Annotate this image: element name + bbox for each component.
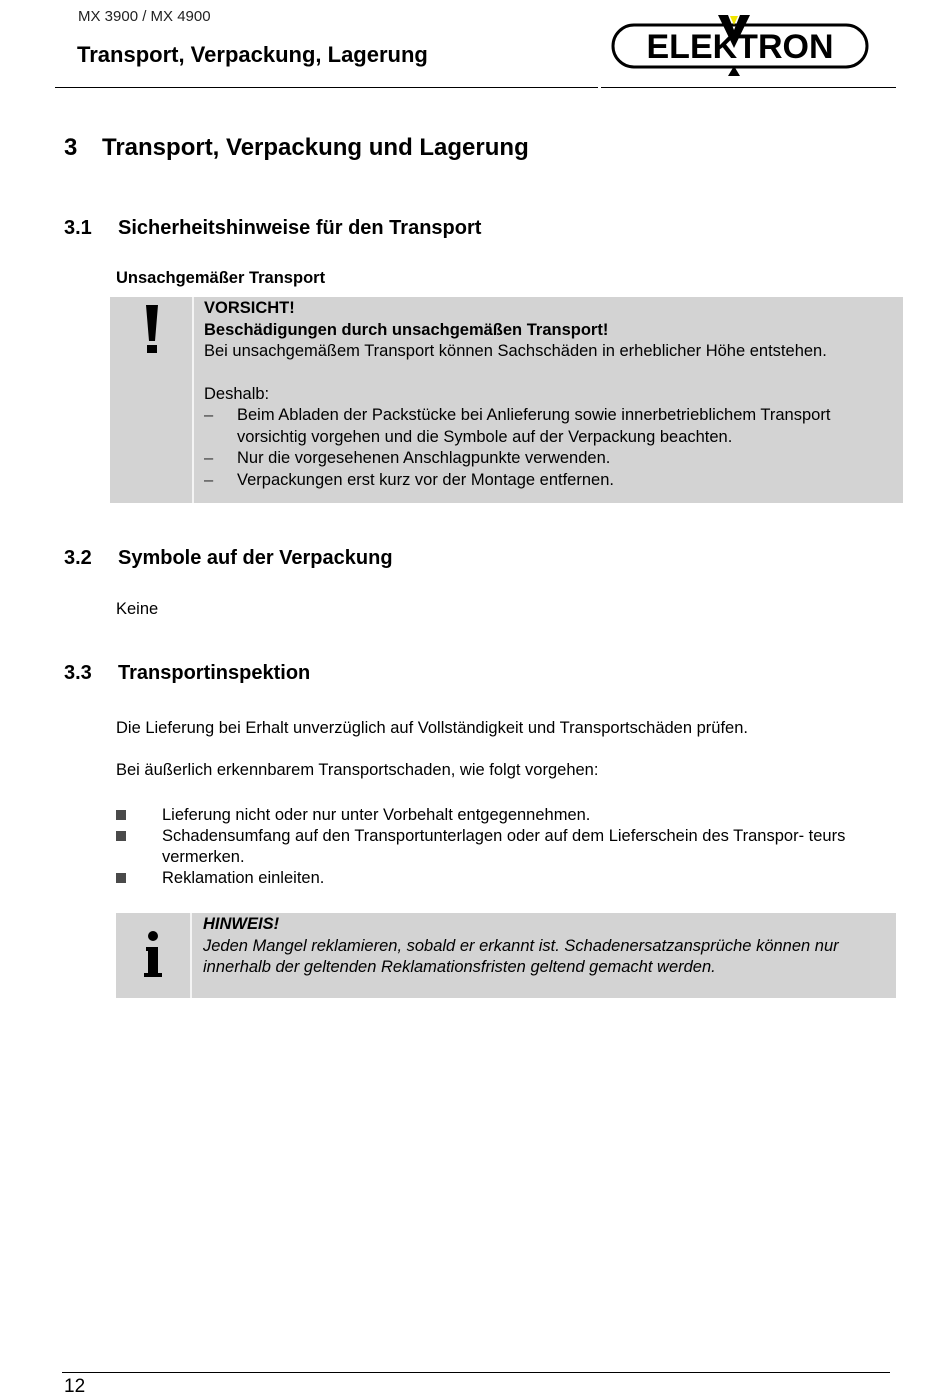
note-content [203, 914, 888, 979]
elektron-logo [610, 10, 872, 78]
list-item: Schadensumfang auf den Transportunterlagen oder auf dem Lieferschein des Transpor- teurs vermerken. [116, 826, 876, 868]
section-3-2-heading [64, 547, 393, 570]
footer-rule [62, 1372, 890, 1373]
section-3-3-number: 3.3 [64, 662, 92, 684]
section-3-1-heading [64, 217, 481, 240]
caution-intro: Deshalb: [204, 384, 270, 403]
caution-headline: Beschädigungen durch unsachgemäßen Transport! [204, 320, 609, 339]
list-item: – Verpackungen erst kurz vor der Montage entfernen. [204, 470, 899, 492]
logo-wordmark: ELEKTRON [646, 28, 834, 66]
section-3-2-text: Keine [116, 600, 159, 618]
section-3-1-number: 3.1 [64, 217, 92, 239]
section-3-2-number: 3.2 [64, 547, 92, 569]
list-item: Reklamation einleiten. [116, 868, 876, 889]
caution-text: Bei unsachgemäßem Transport können Sachschäden in erheblicher Höhe entstehen. [204, 342, 827, 360]
caution-content [204, 298, 899, 491]
list-item: – Beim Abladen der Packstücke bei Anlieferung sowie innerbetrieblichem Transport vorsichtig vorgehen und die Symbole auf der Verpackung beachten. [204, 405, 899, 448]
section-3-2-title: Symbole auf der Verpackung [118, 547, 393, 569]
header-title: Transport, Verpackung, Lagerung [77, 42, 428, 67]
page-number: 12 [64, 1376, 86, 1397]
section-3-1-title: Sicherheitshinweise für den Transport [118, 217, 482, 239]
chapter-number: 3 [64, 134, 78, 161]
note-icon-cell [116, 913, 190, 998]
header-rule-right [601, 87, 896, 88]
caution-list [204, 405, 899, 491]
note-box [116, 913, 896, 998]
info-icon [116, 913, 190, 998]
section-3-3-heading [64, 662, 310, 685]
model-label: MX 3900 / MX 4900 [78, 8, 211, 25]
square-bullet-icon [116, 831, 126, 841]
header-rule-left [55, 87, 598, 88]
caution-label: VORSICHT! [204, 299, 295, 317]
caution-box [110, 297, 903, 503]
section-3-3-title: Transportinspektion [118, 662, 311, 684]
list-item: Lieferung nicht oder nur unter Vorbehalt entgegennehmen. [116, 805, 876, 826]
caution-subheading: Unsachgemäßer Transport [116, 269, 326, 287]
list-item: – Nur die vorgesehenen Anschlagpunkte verwenden. [204, 448, 899, 470]
inspection-paragraph-2: Bei äußerlich erkennbarem Transportschaden, wie folgt vorgehen: [116, 761, 599, 779]
chapter-heading [64, 134, 529, 162]
square-bullet-icon [116, 873, 126, 883]
chapter-title: Transport, Verpackung und Lagerung [102, 134, 529, 161]
exclamation-icon [110, 297, 192, 377]
inspection-list [116, 805, 876, 889]
note-label: HINWEIS! [203, 915, 280, 933]
inspection-paragraph-1: Die Lieferung bei Erhalt unverzüglich auf Vollständigkeit und Transportschäden prüfen. [116, 719, 748, 737]
caution-icon-cell [110, 297, 192, 503]
note-text: Jeden Mangel reklamieren, sobald er erkannt ist. Schadenersatzansprüche können nur innerhalb der geltenden Reklamationsfristen geltend gemacht werden. [203, 936, 839, 976]
square-bullet-icon [116, 810, 126, 820]
